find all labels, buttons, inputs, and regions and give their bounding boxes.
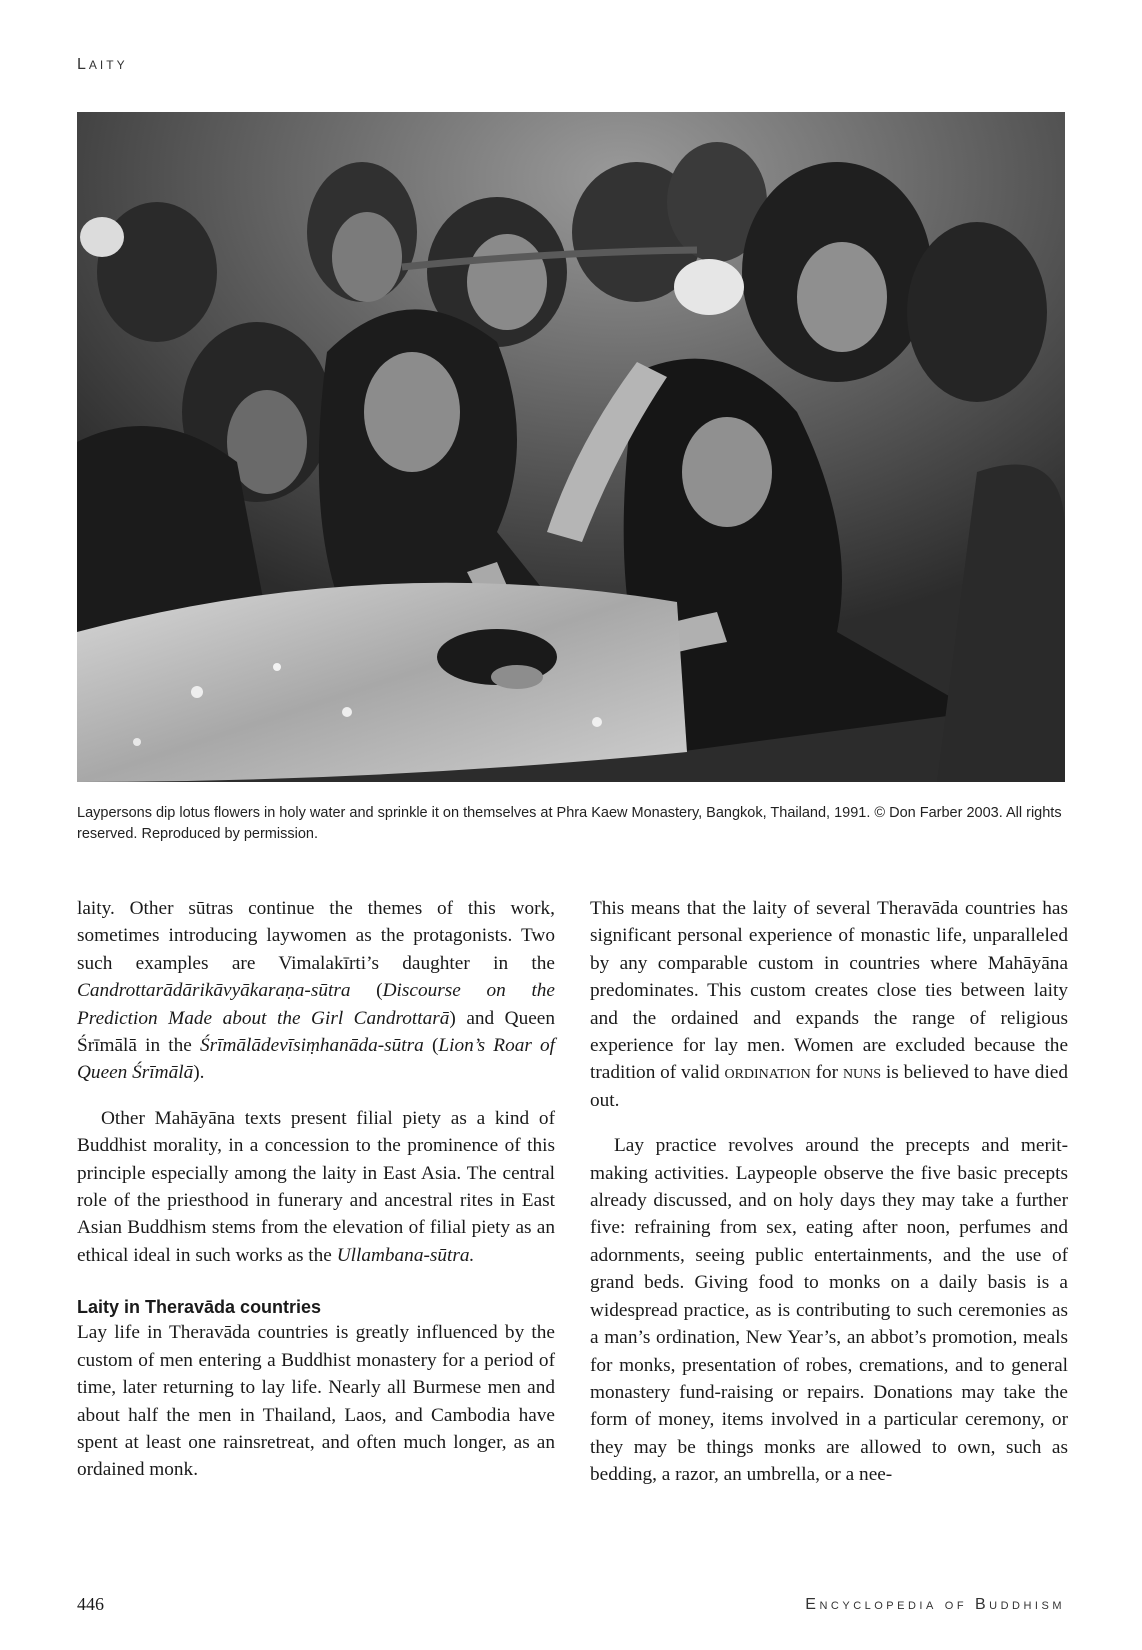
running-head: LAITY xyxy=(77,56,128,73)
page-number: 446 xyxy=(77,1594,104,1614)
book-title-text: Encyclopedia of Buddhism xyxy=(805,1596,1065,1613)
left-paragraph-3: Lay life in Theravāda countries is greatly influenced by the custom of men entering a Buddhist monastery for a period of time, later returning to lay life. Nearly all Burmese men and about half the men in Thailand, Laos, and Cambodia have spent at least one rainsretreat, and often much longer, as an ordained monk. xyxy=(77,1322,555,1481)
left-column xyxy=(77,895,555,1484)
figure-caption: Laypersons dip lotus flowers in holy water and sprinkle it on themselves at Phra Kaew Monastery, Bangkok, Thailand, 1991. © Don Farber 2003. All rights reserved. Reproduced by permission. xyxy=(77,805,1062,842)
right-paragraph-2: Lay practice revolves around the precepts and merit-making activities. Laypeople observe the five basic precepts already discussed, and on holy days they may take a further five: refraining from sex, eating after noon, perfumes and adornments, seeing public entertainments, and the use of grand beds. Giving food to monks on a daily basis is a widespread practice, as is contributing to such ceremonies as a man’s ordination, New Year’s, an abbot’s promotion, meals for monks, presentation of robes, cremations, and to general monastery fund-raising or repairs. Donations may take the form of money, items involved in a particular ceremony, or they may be things monks are allowed to own, such as bedding, a razor, an umbrella, or a nee- xyxy=(590,1135,1068,1486)
right-paragraph-1: This means that the laity of several Theravāda countries has significant personal experience of monastic life, unparalleled by any comparable custom in countries where Mahāyāna predominates. This custom creates close ties between laity and the ordained and expands the range of religious experience for lay men. Women are excluded because the tradition of valid ordination for nuns is believed to have died out. xyxy=(590,898,1068,1111)
right-column xyxy=(590,895,1068,1489)
cross-ref-nuns[interactable]: nuns xyxy=(842,1062,882,1084)
photo-illustration xyxy=(77,112,1065,782)
book-title xyxy=(805,1596,1065,1614)
left-paragraph-1: laity. Other sūtras continue the themes of this work, sometimes introducing laywomen as the protagonists. Two such examples are Vimalakīrti’s daughter in the Candrottarādārikāvyākaraṇa-sūtra (Discourse on the Prediction Made about the Girl Candrottarā) and Queen Śrīmālā in the Śrīmālādevīsiṃhanāda-sūtra (Lion’s Roar of Queen Śrīmālā). xyxy=(77,898,555,1084)
left-paragraph-2: Other Mahāyāna texts present filial piety as a kind of Buddhist morality, in a concession to the prominence of this principle especially among the laity in East Asia. The central role of the priesthood in funerary and ancestral rites in East Asian Buddhism stems from the elevation of filial piety as an ethical ideal in such works as the Ullambana-sūtra. xyxy=(77,1107,555,1266)
figure-photo xyxy=(77,112,1065,782)
cross-ref-ordination[interactable]: ordination xyxy=(724,1062,811,1084)
running-head-rest: AITY xyxy=(88,58,128,72)
section-heading: Laity in Theravāda countries xyxy=(77,1297,322,1318)
